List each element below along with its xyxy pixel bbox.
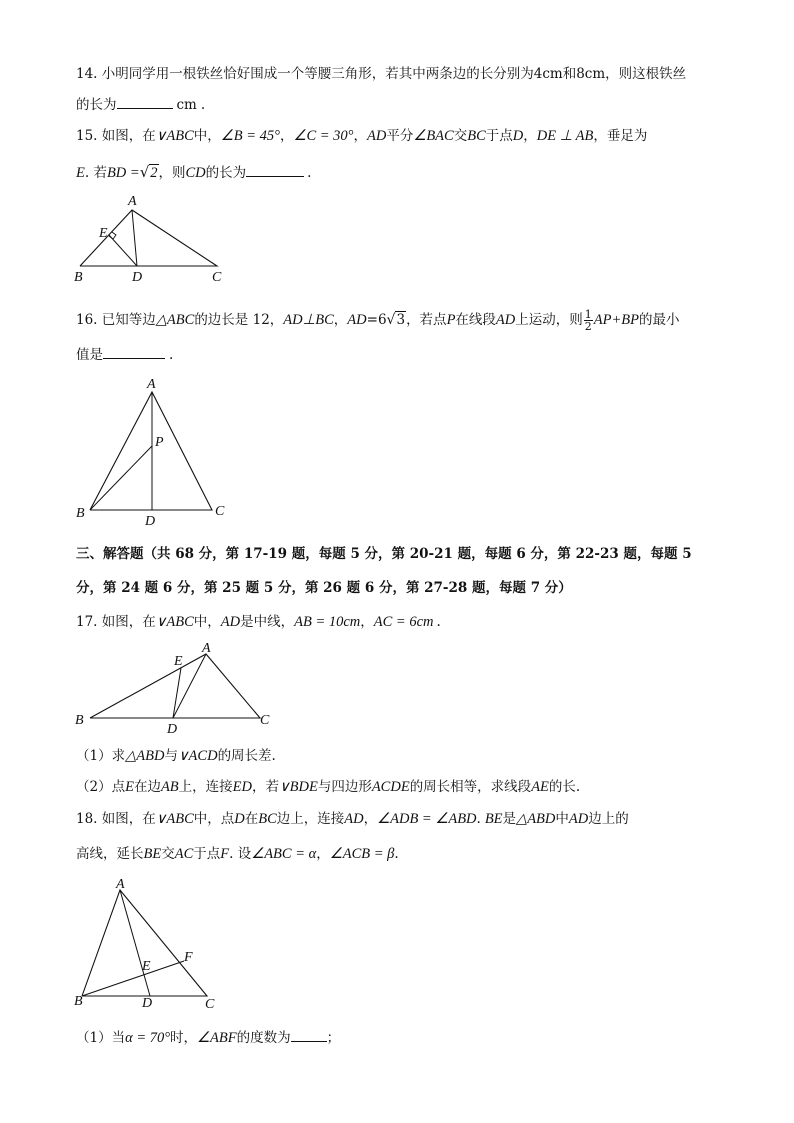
q18-math: D [234, 811, 245, 827]
q16-text: 16. 已知等边 [76, 312, 156, 328]
q15-text: 于点 [485, 128, 513, 144]
q15-sqrt-value: 2 [150, 165, 158, 181]
q15-math: AD [366, 128, 387, 144]
q15-text: ， [353, 128, 367, 144]
q15-math: ∠B = 45° [220, 128, 280, 144]
sqrt-sign: √ [386, 312, 396, 328]
segment-ad [120, 890, 150, 996]
label-c: C [215, 504, 225, 519]
q15-math: ∨ABC [155, 128, 194, 144]
q16-end: . [169, 347, 174, 363]
q17-text: . [436, 614, 441, 630]
q17-text: 的长. [548, 779, 581, 795]
answer-blank[interactable] [103, 344, 165, 359]
label-b: B [74, 270, 83, 285]
q14-text2: ，则这根铁丝 [605, 66, 687, 82]
q18-text: . [476, 811, 481, 827]
segment-ad [132, 210, 137, 266]
q15-text: 15. 如图，在 [76, 128, 156, 144]
q18-math: △ABD [516, 811, 556, 827]
q15-text: ，则 [158, 165, 186, 181]
answer-blank[interactable] [246, 162, 304, 177]
q17-text: 与 [164, 748, 178, 764]
q16-line1 [76, 309, 679, 332]
q17-math: ACDE [371, 779, 410, 795]
label-e: E [99, 226, 108, 241]
q15-text: ，垂足为 [593, 128, 648, 144]
section-3-heading [76, 544, 692, 564]
label-d: D [145, 514, 156, 529]
q16-math: △ABC [155, 312, 195, 328]
q15-text: 交 [453, 128, 468, 144]
fraction-numerator: 1 [584, 308, 592, 321]
label-c: C [205, 997, 215, 1012]
label-d: D [132, 270, 143, 285]
q17-text: ， [360, 614, 374, 630]
q17-math: AB = 10cm [294, 614, 361, 630]
q17-math: AB [160, 779, 179, 795]
q14-value1: 4cm [533, 66, 563, 82]
q17-math: AE [531, 779, 549, 795]
section-3-line1: 三、解答题（共 68 分，第 17-19 题，每题 5 分，第 20-21 题，每题 6 分，第 22-23 题，每题 5 [76, 546, 692, 562]
sqrt-sign: √ [139, 163, 150, 181]
q14-text: 14. 小明同学用一根铁丝恰好围成一个等腰三角形，若其中两条边的长分别为 [76, 66, 534, 82]
q14-line1 [76, 64, 686, 84]
q15-math: ∠BAC [413, 128, 454, 144]
q17-text: 的周长差. [217, 748, 276, 764]
q17-text: 在边 [133, 779, 161, 795]
q17-math: E [125, 779, 134, 795]
label-b: B [76, 506, 85, 521]
q18-text: 交 [161, 846, 175, 862]
q14-and: 和 [562, 66, 577, 82]
q18-text: 在 [244, 811, 259, 827]
q17-sub2 [76, 777, 580, 797]
q18-math: ∨ABC [155, 811, 194, 827]
q17-text: （2）点 [76, 779, 126, 795]
q15-math: CD [185, 165, 206, 181]
q15-math: DE ⊥ AB [536, 128, 594, 144]
q16-math: AD [495, 312, 516, 328]
q18-math: BE [484, 811, 503, 827]
q15-text: ， [523, 128, 537, 144]
q14-unit: cm [176, 97, 197, 113]
q18-text: 18. 如图，在 [76, 811, 156, 827]
label-a: A [202, 641, 211, 656]
label-d: D [142, 996, 153, 1011]
q18-text: 边上，连接 [276, 811, 345, 827]
q16-math: AD [347, 312, 367, 328]
q18-text: 时， [170, 1030, 198, 1046]
segment-de [109, 235, 137, 266]
q16-line2 [76, 344, 173, 365]
q17-text: 17. 如图，在 [76, 614, 156, 630]
q18-math: ∠ACB = β [329, 846, 395, 862]
section-3-heading-cont [76, 578, 572, 598]
label-d: D [167, 722, 178, 737]
q17-sub1 [76, 746, 276, 766]
label-a: A [116, 877, 125, 892]
q17-math: ∨ABC [155, 614, 194, 630]
q18-math: BC [258, 811, 277, 827]
q15-math: ∠C = 30° [293, 128, 354, 144]
q16-math: AP+BP [593, 312, 639, 328]
q18-text: . 设 [229, 846, 252, 862]
q17-text: ，若 [252, 779, 280, 795]
q14-text3: 的长为 [76, 97, 117, 113]
q15-line2 [76, 162, 311, 183]
q14-value2: 8cm [576, 66, 606, 82]
q15-text: . 若 [84, 165, 107, 181]
q16-figure [72, 374, 242, 530]
q15-end: . [307, 165, 312, 181]
label-a: A [128, 194, 137, 209]
q18-math: AD [568, 811, 589, 827]
q18-text: ； [326, 1030, 341, 1046]
q18-math: ∠ADB = ∠ABD [377, 811, 477, 827]
q14-line2 [76, 94, 205, 115]
label-c: C [260, 713, 270, 728]
q18-text: 的度数为 [236, 1030, 291, 1046]
q18-text: 是 [502, 811, 517, 827]
q16-math: AD⊥BC [283, 312, 334, 328]
q18-text: 高线，延长 [76, 846, 144, 862]
q15-math: D [512, 128, 524, 144]
q17-text: 是中线， [240, 614, 295, 630]
triangle-abc [82, 890, 207, 996]
label-c: C [212, 270, 222, 285]
q18-text: 中 [555, 811, 569, 827]
q18-text: ， [316, 846, 330, 862]
label-p: P [155, 435, 164, 450]
q15-text: 的长为 [205, 165, 247, 181]
q15-figure [70, 196, 240, 288]
q17-math: ED [232, 779, 253, 795]
q16-text: ， [333, 312, 348, 328]
q18-math: ∠ABF [197, 1030, 237, 1046]
q17-math: AD [220, 614, 241, 630]
q16-text: ，若点 [406, 312, 447, 328]
q14-end: . [200, 97, 206, 113]
q18-text: 中，点 [193, 811, 235, 827]
q17-math: ∨ACD [177, 748, 218, 764]
q18-text: ， [363, 811, 378, 827]
q16-text: 上运动，则 [515, 312, 583, 328]
q16-sqrt-value: 3 [396, 312, 406, 328]
q18-text: 于点 [193, 846, 221, 862]
q18-line2 [76, 844, 399, 864]
label-b: B [74, 994, 83, 1009]
q17-text: （1）求 [76, 748, 126, 764]
q18-math: AD [344, 811, 364, 827]
answer-blank[interactable] [291, 1027, 327, 1042]
q17-math: ∨BDE [279, 779, 318, 795]
q18-math: F [220, 846, 230, 862]
q16-text: =6 [366, 312, 387, 328]
segment-bf [82, 961, 184, 996]
label-b: B [75, 713, 84, 728]
q18-figure [70, 876, 230, 1016]
q17-text: 与四边形 [317, 779, 372, 795]
q17-text: 上，连接 [178, 779, 233, 795]
q18-text: . [394, 846, 399, 862]
label-e: E [174, 654, 183, 669]
fraction-denominator: 2 [584, 320, 592, 333]
q15-text: 平分 [386, 128, 414, 144]
fraction-half [584, 309, 593, 332]
q18-text: （1）当 [76, 1030, 126, 1046]
q18-math: BE [143, 846, 162, 862]
label-a: A [147, 377, 156, 392]
answer-blank[interactable] [117, 94, 173, 109]
q15-math: BD = [106, 165, 140, 181]
q17-line1 [76, 612, 441, 632]
q18-sub1 [76, 1027, 340, 1048]
q18-math: AC [174, 846, 194, 862]
section-3-line2: 分，第 24 题 6 分，第 25 题 5 分，第 26 题 6 分，第 27-28 题，每题 7 分） [76, 580, 572, 596]
q18-math: α = 70° [125, 1030, 171, 1046]
q15-line1 [76, 126, 647, 146]
q15-text: 中， [193, 128, 221, 144]
q17-text: 中， [193, 614, 221, 630]
q15-text: ， [279, 128, 294, 144]
q16-text: 在线段 [455, 312, 496, 328]
q17-text: 的周长相等，求线段 [409, 779, 532, 795]
segment-bp [90, 446, 152, 510]
q16-text: 值是 [76, 347, 103, 363]
q15-math: E [76, 165, 85, 181]
q18-text: 边上的 [588, 811, 629, 827]
triangle-abc [90, 392, 212, 510]
q17-figure [70, 638, 280, 738]
q17-math: AC = 6cm [373, 614, 434, 630]
q16-text: 的最小 [638, 312, 680, 328]
q18-math: ∠ABC = α [251, 846, 317, 862]
label-e: E [142, 959, 151, 974]
q16-math: P [446, 312, 456, 328]
q18-line1 [76, 809, 629, 829]
q16-text: 的边长是 12， [194, 312, 284, 328]
q17-math: △ABD [125, 748, 165, 764]
label-f: F [184, 950, 193, 965]
q15-math: BC [467, 128, 486, 144]
